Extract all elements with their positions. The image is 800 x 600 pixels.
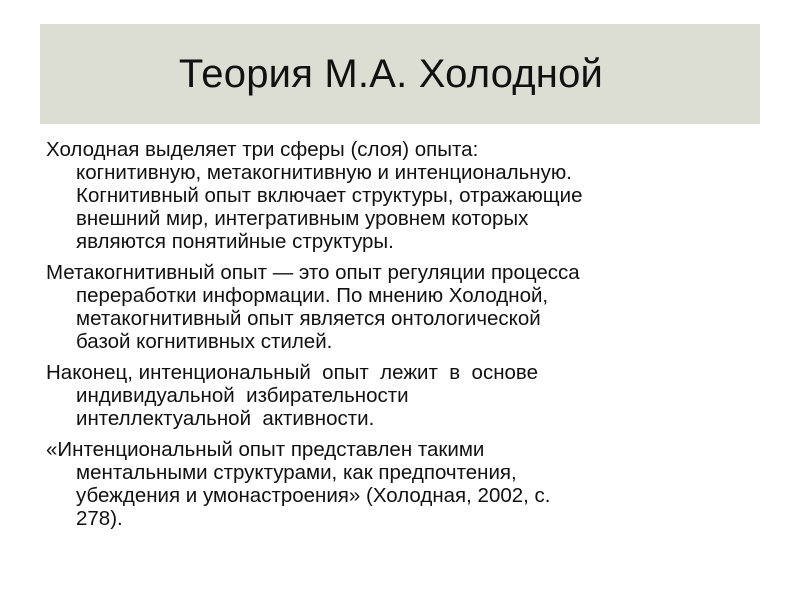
text-line: метакогнитивный опыт является онтологической: [76, 307, 541, 330]
text-line: интеллектуальной активности.: [76, 407, 375, 430]
paragraph-intentional: [46, 361, 746, 430]
paragraph-spheres: [46, 138, 746, 253]
text-line: базой когнитивных стилей.: [76, 330, 333, 353]
text-line: внешний мир, интегративным уровнем которых: [76, 207, 529, 230]
slide-body: [46, 138, 746, 538]
text-line: переработки информации. По мнению Холодной,: [76, 284, 549, 307]
text-line: ментальными структурами, как предпочтения,: [76, 461, 517, 484]
slide-title: Теория М.А. Холодной: [178, 51, 604, 96]
text-line: Метакогнитивный опыт — это опыт регуляции процесса: [46, 261, 580, 284]
text-line: когнитивную, метакогнитивную и интенциональную.: [76, 161, 572, 184]
text-line: Холодная выделяет три сферы (слоя) опыта:: [46, 138, 479, 161]
text-line: 278).: [76, 507, 123, 530]
text-line: Наконец, интенциональный опыт лежит в основе: [46, 361, 538, 384]
text-line: являются понятийные структуры.: [76, 230, 394, 253]
paragraph-metacognitive: [46, 261, 746, 353]
text-line: Когнитивный опыт включает структуры, отражающие: [76, 184, 583, 207]
text-line: индивидуальной избирательности: [76, 384, 409, 407]
text-line: «Интенциональный опыт представлен такими: [46, 438, 485, 461]
title-bar: [40, 24, 760, 124]
paragraph-quote: [46, 438, 746, 530]
text-line: убеждения и умонастроения» (Холодная, 2002, с.: [76, 484, 551, 507]
